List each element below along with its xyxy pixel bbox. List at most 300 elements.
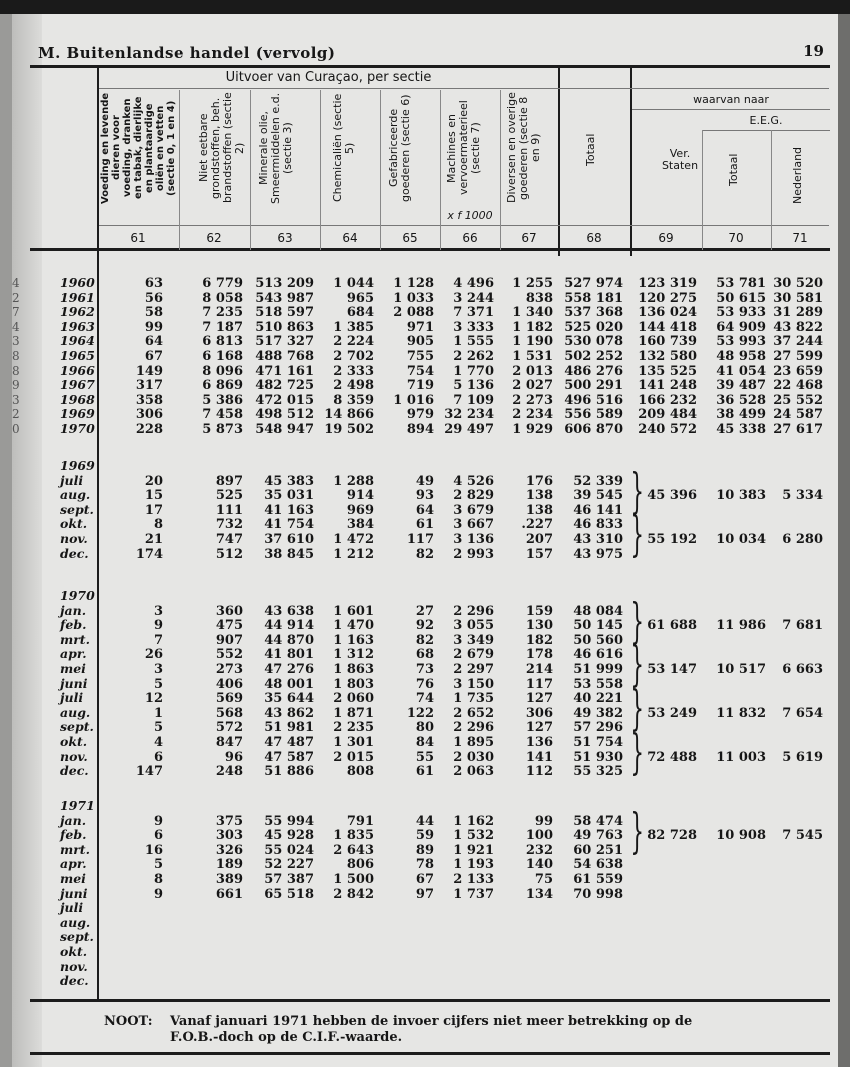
col-sep xyxy=(702,130,703,250)
cell-col-67: .227 xyxy=(521,517,553,533)
cell-col-62: 7 187 xyxy=(202,319,243,335)
cell-col-66: 2 652 xyxy=(453,705,494,721)
cell-col-65: 84 xyxy=(415,735,434,750)
cell-col-70: 36 528 xyxy=(716,392,766,408)
cell-col-63: 41 801 xyxy=(264,647,314,663)
cell-col-63: 35 031 xyxy=(264,488,314,504)
cell-col-63: 47 276 xyxy=(264,662,314,677)
cell-col-63: 47 587 xyxy=(264,749,314,765)
cell-col-70: 50 615 xyxy=(716,290,766,306)
cell-col-67: 127 xyxy=(525,691,553,707)
cell-col-68: 49 382 xyxy=(573,705,623,721)
cell-col-61: 5 xyxy=(153,720,163,736)
row-label-month: aug. xyxy=(60,704,91,720)
cell-col-61: 8 xyxy=(153,517,163,533)
header-bottom-rule xyxy=(30,248,830,251)
cell-col-70: 10 034 xyxy=(716,532,766,547)
row-label-month: feb. xyxy=(60,827,87,843)
cell-col-66: 3 333 xyxy=(453,319,494,335)
cell-col-68: 48 084 xyxy=(573,603,623,619)
cell-col-68: 46 833 xyxy=(573,517,623,533)
cell-col-68: 46 141 xyxy=(573,502,623,518)
quarter-brace: } xyxy=(630,507,645,563)
cell-col-64: 806 xyxy=(346,857,374,873)
cell-col-64: 2 333 xyxy=(333,363,374,379)
cell-col-61: 5 xyxy=(153,676,163,692)
cell-col-61: 64 xyxy=(144,334,163,350)
cell-col-71: 6 663 xyxy=(782,662,823,677)
row-label-year: 1966 xyxy=(60,362,95,378)
cell-col-67: 1 190 xyxy=(512,334,553,350)
cell-col-69: 45 396 xyxy=(647,488,697,504)
cell-col-67: 176 xyxy=(525,473,553,489)
cell-col-61: 16 xyxy=(144,842,163,858)
cell-col-64: 1 212 xyxy=(333,546,374,562)
column-number: 62 xyxy=(206,231,222,245)
cell-col-65: 97 xyxy=(415,886,434,902)
cell-col-67: 138 xyxy=(525,502,553,518)
cell-col-67: 157 xyxy=(525,546,553,562)
cell-col-62: 389 xyxy=(215,872,243,887)
row-label-month: nov. xyxy=(60,531,88,546)
cell-col-67: 127 xyxy=(525,720,553,736)
page-bottom-rule xyxy=(30,1052,830,1055)
cell-col-62: 847 xyxy=(215,735,243,750)
cell-col-68: 51 930 xyxy=(573,749,623,765)
cell-col-65: 49 xyxy=(415,473,434,489)
eeg-label: E.E.G. xyxy=(749,114,783,127)
cell-col-66: 1 735 xyxy=(453,691,494,707)
cell-col-63: 543 987 xyxy=(255,290,314,306)
row-label-year: 1964 xyxy=(60,333,95,349)
cell-col-61: 9 xyxy=(153,813,163,829)
column-number: 69 xyxy=(658,231,674,245)
cell-col-61: 26 xyxy=(144,647,163,663)
column-number: 63 xyxy=(277,231,293,245)
gutter-digit: 8 xyxy=(12,363,20,378)
cell-col-63: 35 644 xyxy=(264,691,314,707)
row-label-month: nov. xyxy=(60,748,88,764)
cell-col-62: 8 058 xyxy=(202,290,243,306)
cell-col-65: 80 xyxy=(415,720,434,736)
cell-col-64: 8 359 xyxy=(333,392,374,408)
cell-col-68: 58 474 xyxy=(573,813,623,829)
row-label-year: 1962 xyxy=(60,304,95,320)
cell-col-71: 23 659 xyxy=(773,363,823,379)
cell-col-67: 2 273 xyxy=(512,392,553,408)
cell-col-71: 31 289 xyxy=(773,305,823,321)
row-label-month: nov. xyxy=(60,958,88,974)
gutter-digit: 2 xyxy=(12,290,20,305)
row-label-month: okt. xyxy=(60,734,88,749)
cell-col-68: 55 325 xyxy=(573,764,623,780)
cell-col-66: 2 030 xyxy=(453,749,494,765)
cell-col-62: 661 xyxy=(215,886,243,902)
cell-col-63: 38 845 xyxy=(264,546,314,562)
group-title-rule xyxy=(99,88,829,89)
cell-col-63: 471 161 xyxy=(255,363,314,379)
col-sep xyxy=(250,90,251,250)
cell-col-65: 1 128 xyxy=(393,276,434,291)
cell-col-67: 138 xyxy=(525,488,553,504)
cell-col-64: 1 470 xyxy=(333,618,374,634)
gutter-digit: 0 xyxy=(12,422,20,436)
row-label-year: 1969 xyxy=(60,406,95,422)
cell-col-68: 43 975 xyxy=(573,546,623,562)
row-label-month: feb. xyxy=(60,617,87,633)
cell-col-61: 7 xyxy=(153,632,163,648)
cell-col-61: 4 xyxy=(153,735,163,750)
gutter-digit: 4 xyxy=(12,319,20,334)
row-label-month: sept. xyxy=(60,929,94,945)
cell-col-66: 7 109 xyxy=(453,392,494,408)
cell-col-66: 4 526 xyxy=(453,473,494,489)
col-64-header: Chemicaliën (sectie 5) xyxy=(331,93,356,203)
col-63-header: Minerale olie, Smeermiddelen e.d. (sectie 3) xyxy=(257,92,294,204)
gutter-digit: 9 xyxy=(12,378,20,393)
cell-col-69: 160 739 xyxy=(638,334,697,350)
row-label-month: jan. xyxy=(60,812,87,828)
column-number: 61 xyxy=(130,231,146,245)
cell-col-69: 141 248 xyxy=(638,378,697,394)
cell-col-62: 747 xyxy=(215,532,243,547)
cell-col-68: 486 276 xyxy=(564,363,623,379)
cell-col-70: 64 909 xyxy=(716,319,766,335)
cell-col-61: 63 xyxy=(144,276,163,291)
cell-col-67: 117 xyxy=(525,676,553,692)
cell-col-71: 22 468 xyxy=(773,378,823,394)
cell-col-69: 61 688 xyxy=(647,618,697,634)
col-sep xyxy=(771,130,772,250)
cell-col-64: 2 224 xyxy=(333,334,374,350)
cell-col-64: 791 xyxy=(346,813,374,829)
cell-col-70: 11 986 xyxy=(716,618,766,634)
cell-col-71: 5 619 xyxy=(782,749,823,765)
cell-col-64: 965 xyxy=(346,290,374,306)
cell-col-64: 2 498 xyxy=(333,378,374,394)
cell-col-68: 558 181 xyxy=(564,290,623,306)
cell-col-61: 20 xyxy=(144,473,163,489)
row-label-month: juli xyxy=(60,472,84,488)
cell-col-66: 2 262 xyxy=(453,349,494,364)
table-bottom-rule xyxy=(30,999,830,1002)
cell-col-67: 99 xyxy=(534,813,553,829)
cell-col-63: 65 518 xyxy=(264,886,314,902)
cell-col-68: 606 870 xyxy=(564,422,623,437)
cell-col-64: 969 xyxy=(346,502,374,518)
row-label-month: apr. xyxy=(60,646,87,662)
cell-col-64: 2 643 xyxy=(333,842,374,858)
cell-col-61: 58 xyxy=(144,305,163,321)
quarter-brace: } xyxy=(630,681,645,737)
footnote-label: NOOT: xyxy=(104,1014,153,1029)
cell-col-65: 92 xyxy=(415,618,434,634)
cell-col-70: 48 958 xyxy=(716,349,766,364)
cell-col-65: 89 xyxy=(415,842,434,858)
section-year-label: 1970 xyxy=(60,588,95,603)
cell-col-63: 45 928 xyxy=(264,828,314,844)
cell-col-61: 12 xyxy=(144,691,163,707)
cell-col-62: 303 xyxy=(215,828,243,844)
cell-col-63: 472 015 xyxy=(255,392,314,408)
cell-col-61: 9 xyxy=(153,618,163,634)
cell-col-65: 1 016 xyxy=(393,392,434,408)
cell-col-64: 1 163 xyxy=(333,632,374,648)
row-label-month: mei xyxy=(60,661,86,676)
cell-col-71: 25 552 xyxy=(773,392,823,408)
gutter-digit: 7 xyxy=(12,305,20,320)
cell-col-62: 248 xyxy=(215,764,243,780)
cell-col-62: 111 xyxy=(215,502,243,518)
gutter-digit: 4 xyxy=(12,276,20,290)
cell-col-70: 53 781 xyxy=(716,276,766,291)
cell-col-70: 41 054 xyxy=(716,363,766,379)
cell-col-65: 93 xyxy=(415,488,434,504)
cell-col-68: 40 221 xyxy=(573,691,623,707)
cell-col-62: 6 779 xyxy=(202,276,243,291)
cell-col-62: 475 xyxy=(215,618,243,634)
cell-col-64: 1 863 xyxy=(333,662,374,677)
cell-col-67: 136 xyxy=(525,735,553,750)
cell-col-65: 971 xyxy=(406,319,434,335)
cell-col-62: 732 xyxy=(215,517,243,533)
col-71-header: Nederland xyxy=(791,146,804,204)
cell-col-67: 232 xyxy=(525,842,553,858)
cell-col-63: 43 862 xyxy=(264,705,314,721)
cell-col-67: 134 xyxy=(525,886,553,902)
cell-col-62: 326 xyxy=(215,842,243,858)
cell-col-65: 68 xyxy=(415,647,434,663)
cell-col-67: 1 531 xyxy=(512,349,553,364)
cell-col-61: 56 xyxy=(144,290,163,306)
waarvan-rule xyxy=(632,109,830,110)
cell-col-64: 2 702 xyxy=(333,349,374,364)
cell-col-68: 496 516 xyxy=(564,392,623,408)
cell-col-64: 808 xyxy=(346,764,374,780)
cell-col-61: 174 xyxy=(135,546,163,562)
cell-col-64: 1 601 xyxy=(333,603,374,619)
cell-col-68: 502 252 xyxy=(564,349,623,364)
quarter-brace: } xyxy=(630,463,645,519)
cell-col-69: 123 319 xyxy=(638,276,697,291)
cell-col-71: 6 280 xyxy=(782,532,823,547)
col-sep xyxy=(440,90,441,250)
row-label-month: sept. xyxy=(60,501,94,517)
cell-col-61: 317 xyxy=(135,378,163,394)
eeg-rule xyxy=(702,130,830,131)
cell-col-70: 45 338 xyxy=(716,422,766,437)
cell-col-71: 30 520 xyxy=(773,276,823,291)
cell-col-71: 43 822 xyxy=(773,319,823,335)
row-label-year: 1961 xyxy=(60,289,95,305)
cell-col-66: 1 555 xyxy=(453,334,494,350)
col-sep xyxy=(179,90,180,250)
cell-col-62: 273 xyxy=(215,662,243,677)
cell-col-68: 50 145 xyxy=(573,618,623,634)
cell-col-66: 32 234 xyxy=(444,407,494,423)
cell-col-65: 122 xyxy=(406,705,434,721)
cell-col-64: 384 xyxy=(346,517,374,533)
cell-col-68: 49 763 xyxy=(573,828,623,844)
cell-col-65: 76 xyxy=(415,676,434,692)
cell-col-66: 7 371 xyxy=(453,305,494,321)
quarter-brace: } xyxy=(630,725,645,780)
cell-col-68: 53 558 xyxy=(573,676,623,692)
cell-col-64: 1 288 xyxy=(333,473,374,489)
cell-col-61: 358 xyxy=(135,392,163,408)
cell-col-70: 53 933 xyxy=(716,305,766,321)
cell-col-66: 1 162 xyxy=(453,813,494,829)
row-label-year: 1968 xyxy=(60,391,95,407)
cell-col-66: 2 063 xyxy=(453,764,494,780)
cell-col-64: 914 xyxy=(346,488,374,504)
cell-col-69: 82 728 xyxy=(647,828,697,844)
cell-col-65: 55 xyxy=(415,749,434,765)
cell-col-61: 1 xyxy=(153,705,163,721)
cell-col-61: 149 xyxy=(135,363,163,379)
col-67-header: Diversen en overige goederen (sectie 8 en 9) xyxy=(505,92,542,204)
cell-col-66: 2 993 xyxy=(453,546,494,562)
cell-col-61: 6 xyxy=(153,749,163,765)
cell-col-64: 19 502 xyxy=(324,422,374,437)
cell-col-62: 512 xyxy=(215,546,243,562)
cell-col-67: 2 234 xyxy=(512,407,553,423)
cell-col-65: 82 xyxy=(415,632,434,648)
row-label-month: dec. xyxy=(60,545,89,561)
row-label-month: jan. xyxy=(60,602,87,618)
footnote-line-2: F.O.B.-doch op de C.I.F.-waarde. xyxy=(170,1030,403,1045)
cell-col-67: 140 xyxy=(525,857,553,873)
col-sep xyxy=(380,90,381,250)
cell-col-69: 135 525 xyxy=(638,363,697,379)
cell-col-71: 7 681 xyxy=(782,618,823,634)
cell-col-66: 1 921 xyxy=(453,842,494,858)
cell-col-66: 1 193 xyxy=(453,857,494,873)
cell-col-71: 7 654 xyxy=(782,705,823,721)
gutter-digit: 2 xyxy=(12,407,20,422)
cell-col-67: 207 xyxy=(525,532,553,547)
cell-col-63: 55 994 xyxy=(264,813,314,829)
cell-col-67: 1 929 xyxy=(512,422,553,437)
cell-col-62: 572 xyxy=(215,720,243,736)
cell-col-65: 117 xyxy=(406,532,434,547)
cell-col-67: 838 xyxy=(525,290,553,306)
gutter-digit: 3 xyxy=(12,334,20,349)
cell-col-71: 30 581 xyxy=(773,290,823,306)
row-label-month: dec. xyxy=(60,763,89,779)
cell-col-71: 5 334 xyxy=(782,488,823,504)
cell-col-67: 182 xyxy=(525,632,553,648)
cell-col-66: 3 667 xyxy=(453,517,494,533)
cell-col-64: 2 015 xyxy=(333,749,374,765)
col-sep xyxy=(320,90,321,250)
cell-col-65: 64 xyxy=(415,502,434,518)
cell-col-64: 1 301 xyxy=(333,735,374,750)
col-sep xyxy=(500,90,501,250)
cell-col-70: 10 517 xyxy=(716,662,766,677)
cell-col-71: 27 617 xyxy=(773,422,823,437)
cell-col-69: 136 024 xyxy=(638,305,697,321)
cell-col-63: 510 863 xyxy=(255,319,314,335)
cell-col-66: 1 532 xyxy=(453,828,494,844)
row-label-year: 1963 xyxy=(60,318,95,334)
cell-col-62: 907 xyxy=(215,632,243,648)
cell-col-64: 2 060 xyxy=(333,691,374,707)
cell-col-68: 43 310 xyxy=(573,532,623,547)
cell-col-66: 3 244 xyxy=(453,290,494,306)
cell-col-66: 1 770 xyxy=(453,363,494,379)
cell-col-66: 2 296 xyxy=(453,603,494,619)
cell-col-68: 57 296 xyxy=(573,720,623,736)
cell-col-65: 74 xyxy=(415,691,434,707)
cell-col-61: 99 xyxy=(144,319,163,335)
cell-col-68: 500 291 xyxy=(564,378,623,394)
cell-col-61: 228 xyxy=(135,422,163,437)
previous-page-gutter xyxy=(12,14,42,1067)
cell-col-65: 754 xyxy=(406,363,434,379)
cell-col-61: 6 xyxy=(153,828,163,844)
cell-col-65: 905 xyxy=(406,334,434,350)
cell-col-65: 894 xyxy=(406,422,434,437)
cell-col-67: 141 xyxy=(525,749,553,765)
cell-col-66: 3 055 xyxy=(453,618,494,634)
cell-col-63: 482 725 xyxy=(255,378,314,394)
cell-col-69: 53 147 xyxy=(647,662,697,677)
cell-col-65: 979 xyxy=(406,407,434,423)
cell-col-69: 144 418 xyxy=(638,319,697,335)
gutter-digit: 3 xyxy=(12,392,20,407)
cell-col-71: 27 599 xyxy=(773,349,823,364)
book-left-edge xyxy=(0,14,12,1067)
column-number: 67 xyxy=(521,231,537,245)
cell-col-64: 2 235 xyxy=(333,720,374,736)
cell-col-65: 1 033 xyxy=(393,290,434,306)
cell-col-63: 41 754 xyxy=(264,517,314,533)
cell-col-63: 37 610 xyxy=(264,532,314,547)
cell-col-64: 2 842 xyxy=(333,886,374,902)
cell-col-65: 67 xyxy=(415,872,434,887)
cell-col-63: 517 327 xyxy=(255,334,314,350)
col-66-header: Machines en vervoermaterieel (sectie 7) xyxy=(445,100,482,196)
cell-col-71: 7 545 xyxy=(782,828,823,844)
cell-col-71: 37 244 xyxy=(773,334,823,350)
gutter-digit: 8 xyxy=(12,349,20,363)
cell-col-67: 306 xyxy=(525,705,553,721)
cell-col-66: 5 136 xyxy=(453,378,494,394)
cell-col-62: 568 xyxy=(215,705,243,721)
cell-col-69: 120 275 xyxy=(638,290,697,306)
cell-col-63: 41 163 xyxy=(264,502,314,518)
cell-col-63: 51 981 xyxy=(264,720,314,736)
cell-col-68: 51 999 xyxy=(573,662,623,677)
cell-col-62: 525 xyxy=(215,488,243,504)
cell-col-63: 548 947 xyxy=(255,422,314,437)
row-label-month: mrt. xyxy=(60,841,90,857)
cell-col-64: 1 385 xyxy=(333,319,374,335)
cell-col-66: 3 136 xyxy=(453,532,494,547)
cell-col-64: 1 044 xyxy=(333,276,374,291)
cell-col-65: 73 xyxy=(415,662,434,677)
col-65-header: Gefabriceerde goederen (sectie 6) xyxy=(387,94,412,202)
row-label-year: 1965 xyxy=(60,348,95,363)
row-label-month: dec. xyxy=(60,973,89,989)
column-number: 64 xyxy=(342,231,358,245)
cell-col-62: 897 xyxy=(215,473,243,489)
cell-col-64: 1 312 xyxy=(333,647,374,663)
column-number: 71 xyxy=(792,231,808,245)
cell-col-68: 46 616 xyxy=(573,647,623,663)
cell-col-63: 44 870 xyxy=(264,632,314,648)
